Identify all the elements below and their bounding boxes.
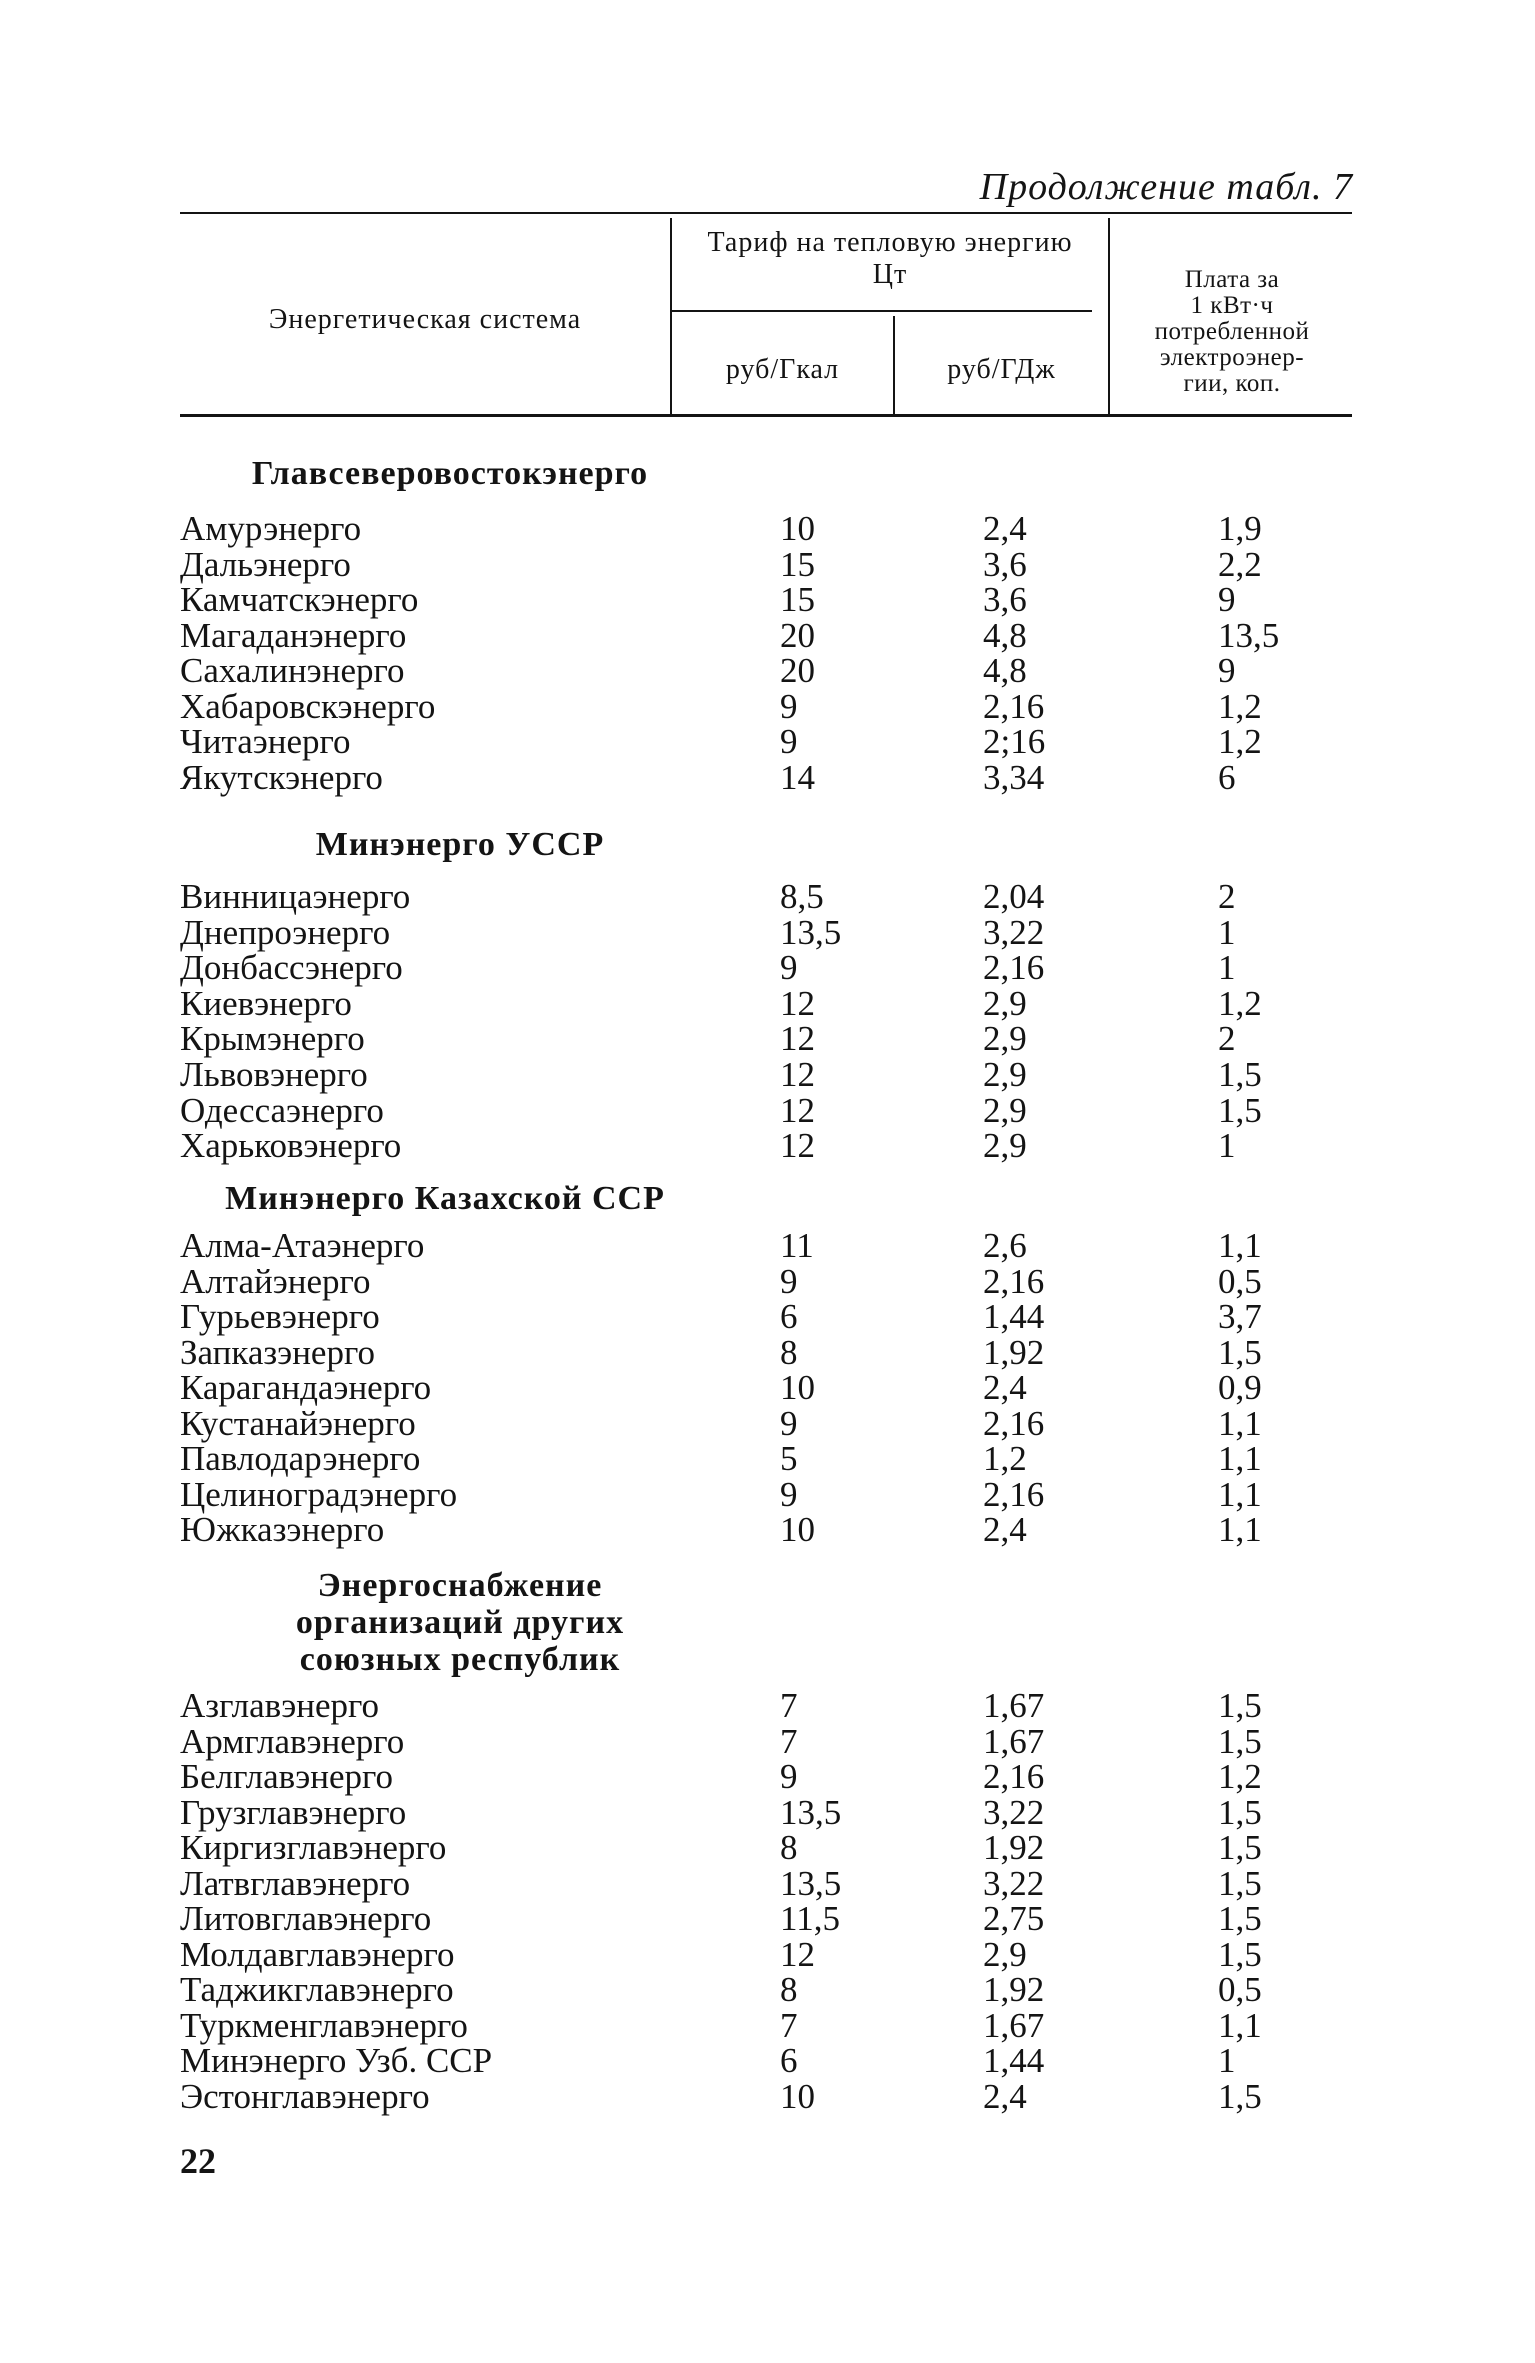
fee-kopecks: 1,2	[1218, 722, 1262, 761]
system-name: Латвглавэнерго	[180, 1864, 411, 1903]
system-name: Гурьевэнерго	[180, 1297, 380, 1336]
fee-kopecks: 1,1	[1218, 1510, 1262, 1549]
tariff-rub-gkal: 10	[780, 1510, 815, 1549]
page-number: 22	[180, 2141, 216, 2181]
tariff-rub-gj: 2,16	[983, 1404, 1045, 1443]
tariff-rub-gj: 3,6	[983, 545, 1027, 584]
tariff-rub-gkal: 10	[780, 1368, 815, 1407]
tariff-rub-gj: 1,44	[983, 2041, 1045, 2080]
table-row	[0, 1901, 1535, 1937]
system-name: Донбассэнерго	[180, 948, 403, 987]
tariff-rub-gkal: 7	[780, 1686, 798, 1725]
tariff-rub-gkal: 9	[780, 1475, 798, 1514]
fee-kopecks: 1,5	[1218, 1793, 1262, 1832]
tariff-rub-gj: 1,2	[983, 1439, 1027, 1478]
system-name: Алма-Атаэнерго	[180, 1226, 425, 1265]
table-row	[0, 1264, 1535, 1300]
system-name: Литовглавэнерго	[180, 1899, 432, 1938]
tariff-rub-gj: 3,6	[983, 580, 1027, 619]
table-row	[0, 1128, 1535, 1164]
table-row	[0, 1724, 1535, 1760]
table-row	[0, 1512, 1535, 1548]
fee-kopecks: 13,5	[1218, 616, 1280, 655]
tariff-rub-gj: 3,34	[983, 758, 1045, 797]
table-row	[0, 1759, 1535, 1795]
tariff-rub-gj: 1,67	[983, 1686, 1045, 1725]
fee-kopecks: 1,5	[1218, 1899, 1262, 1938]
tariff-rub-gkal: 12	[780, 1091, 815, 1130]
tariff-rub-gkal: 12	[780, 1055, 815, 1094]
tariff-rub-gkal: 15	[780, 545, 815, 584]
table-row	[0, 2079, 1535, 2115]
table-row	[0, 760, 1535, 796]
header-rub-gkal: руб/Гкал	[725, 354, 840, 385]
system-name: Белглавэнерго	[180, 1757, 393, 1796]
system-name: Таджикглавэнерго	[180, 1970, 454, 2009]
tariff-rub-gj: 2,4	[983, 1510, 1027, 1549]
table-row	[0, 1299, 1535, 1335]
system-name: Амурэнерго	[180, 509, 362, 548]
fee-kopecks: 3,7	[1218, 1297, 1262, 1336]
table-row	[0, 653, 1535, 689]
table-row	[0, 2008, 1535, 2044]
section-title: союзных республик	[299, 1641, 621, 1678]
tariff-rub-gj: 2,75	[983, 1899, 1045, 1938]
system-name: Карагандаэнерго	[180, 1368, 432, 1407]
system-name: Днепроэнерго	[180, 913, 391, 952]
tariff-rub-gkal: 9	[780, 1262, 798, 1301]
header-rub-gj: руб/ГДж	[947, 354, 1056, 385]
system-name: Магаданэнерго	[180, 616, 407, 655]
system-name: Минэнерго Узб. ССР	[180, 2041, 493, 2080]
system-name: Читаэнерго	[180, 722, 351, 761]
tariff-rub-gj: 1,92	[983, 1333, 1045, 1372]
system-name: Одессаэнерго	[180, 1091, 384, 1130]
header-energy-system: Энергетическая система	[268, 304, 582, 335]
tariff-rub-gkal: 11,5	[780, 1899, 840, 1938]
table-row	[0, 879, 1535, 915]
system-name: Армглавэнерго	[180, 1722, 405, 1761]
system-name: Дальэнерго	[180, 545, 351, 584]
tariff-rub-gj: 1,67	[983, 2006, 1045, 2045]
tariff-rub-gkal: 9	[780, 948, 798, 987]
tariff-rub-gkal: 9	[780, 687, 798, 726]
tariff-rub-gkal: 20	[780, 616, 815, 655]
table-row	[0, 547, 1535, 583]
tariff-rub-gkal: 6	[780, 2041, 798, 2080]
fee-kopecks: 1,5	[1218, 1055, 1262, 1094]
tariff-rub-gj: 2,9	[983, 1091, 1027, 1130]
table-row	[0, 950, 1535, 986]
table-row	[0, 1335, 1535, 1371]
system-name: Целиноградэнерго	[180, 1475, 458, 1514]
tariff-rub-gkal: 10	[780, 509, 815, 548]
fee-kopecks: 0,5	[1218, 1970, 1262, 2009]
tariff-rub-gkal: 9	[780, 1404, 798, 1443]
tariff-rub-gkal: 7	[780, 1722, 798, 1761]
fee-kopecks: 1,5	[1218, 1828, 1262, 1867]
system-name: Сахалинэнерго	[180, 651, 405, 690]
fee-kopecks: 1,1	[1218, 1475, 1262, 1514]
fee-kopecks: 1,5	[1218, 1091, 1262, 1130]
tariff-rub-gkal: 8,5	[780, 877, 824, 916]
tariff-rub-gj: 2,4	[983, 1368, 1027, 1407]
tariff-rub-gj: 1,92	[983, 1970, 1045, 2009]
table-row	[0, 1406, 1535, 1442]
system-name: Запказэнерго	[180, 1333, 375, 1372]
tariff-rub-gkal: 8	[780, 1333, 798, 1372]
header-bottom-rule	[180, 414, 1352, 417]
table-row	[0, 1057, 1535, 1093]
table-row	[0, 1795, 1535, 1831]
system-name: Туркменглавэнерго	[180, 2006, 468, 2045]
tariff-rub-gkal: 13,5	[780, 1864, 842, 1903]
table-caption: Продолжение табл. 7	[979, 166, 1353, 208]
fee-kopecks: 9	[1218, 651, 1236, 690]
fee-kopecks: 9	[1218, 580, 1236, 619]
tariff-rub-gj: 1,44	[983, 1297, 1045, 1336]
table-row	[0, 1972, 1535, 2008]
tariff-rub-gj: 2,6	[983, 1226, 1027, 1265]
fee-kopecks: 2,2	[1218, 545, 1262, 584]
fee-kopecks: 1,5	[1218, 1686, 1262, 1725]
header-fee-line: гии, коп.	[1183, 370, 1281, 397]
table-row	[0, 1830, 1535, 1866]
fee-kopecks: 1,2	[1218, 984, 1262, 1023]
system-name: Павлодарэнерго	[180, 1439, 421, 1478]
table-row	[0, 2043, 1535, 2079]
fee-kopecks: 1,5	[1218, 1722, 1262, 1761]
header-divider-3	[1108, 218, 1110, 414]
fee-kopecks: 1,5	[1218, 1935, 1262, 1974]
tariff-rub-gkal: 13,5	[780, 1793, 842, 1832]
section-title: Минэнерго Казахской ССР	[225, 1180, 665, 1217]
tariff-rub-gj: 4,8	[983, 651, 1027, 690]
section-title: Минэнерго УССР	[315, 826, 605, 863]
fee-kopecks: 2	[1218, 1019, 1236, 1058]
tariff-rub-gkal: 12	[780, 1935, 815, 1974]
tariff-rub-gkal: 12	[780, 1126, 815, 1165]
table-row	[0, 1093, 1535, 1129]
tariff-rub-gkal: 12	[780, 984, 815, 1023]
fee-kopecks: 1	[1218, 2041, 1236, 2080]
system-name: Грузглавэнерго	[180, 1793, 407, 1832]
tariff-rub-gkal: 12	[780, 1019, 815, 1058]
tariff-rub-gkal: 10	[780, 2077, 815, 2116]
system-name: Львовэнерго	[180, 1055, 368, 1094]
tariff-rub-gj: 2;16	[983, 722, 1046, 761]
fee-kopecks: 1,1	[1218, 1439, 1262, 1478]
table-row	[0, 618, 1535, 654]
tariff-rub-gkal: 11	[780, 1226, 814, 1265]
table-row	[0, 1937, 1535, 1973]
tariff-rub-gj: 2,4	[983, 2077, 1027, 2116]
fee-kopecks: 0,9	[1218, 1368, 1262, 1407]
system-name: Киевэнерго	[180, 984, 352, 1023]
section-title: Главсеверовостокэнерго	[251, 455, 649, 492]
tariff-rub-gkal: 5	[780, 1439, 798, 1478]
table-row	[0, 1688, 1535, 1724]
system-name: Азглавэнерго	[180, 1686, 379, 1725]
header-fee-line: электроэнер-	[1159, 344, 1305, 371]
table-row	[0, 1021, 1535, 1057]
fee-kopecks: 1,1	[1218, 1226, 1262, 1265]
tariff-rub-gj: 2,16	[983, 687, 1045, 726]
tariff-rub-gj: 4,8	[983, 616, 1027, 655]
tariff-rub-gkal: 13,5	[780, 913, 842, 952]
section-title: организаций других	[295, 1604, 625, 1641]
fee-kopecks: 1	[1218, 948, 1236, 987]
table-row	[0, 1228, 1535, 1264]
table-row	[0, 1370, 1535, 1406]
tariff-rub-gkal: 15	[780, 580, 815, 619]
table-row	[0, 986, 1535, 1022]
section-title: Энергоснабжение	[317, 1567, 603, 1604]
fee-kopecks: 1	[1218, 913, 1236, 952]
tariff-rub-gj: 2,16	[983, 1475, 1045, 1514]
tariff-rub-gj: 2,9	[983, 1019, 1027, 1058]
table-row	[0, 689, 1535, 725]
header-tariff: Тариф на тепловую энергию	[707, 227, 1073, 258]
system-name: Молдавглавэнерго	[180, 1935, 455, 1974]
tariff-rub-gj: 3,22	[983, 1864, 1045, 1903]
table-row	[0, 511, 1535, 547]
fee-kopecks: 1,2	[1218, 687, 1262, 726]
tariff-rub-gkal: 14	[780, 758, 815, 797]
tariff-rub-gj: 1,67	[983, 1722, 1045, 1761]
fee-kopecks: 1,1	[1218, 1404, 1262, 1443]
system-name: Хабаровскэнерго	[180, 687, 436, 726]
tariff-rub-gkal: 9	[780, 1757, 798, 1796]
table-row	[0, 1441, 1535, 1477]
system-name: Алтайэнерго	[180, 1262, 371, 1301]
tariff-rub-gj: 2,04	[983, 877, 1045, 916]
table-row	[0, 724, 1535, 760]
tariff-rub-gj: 2,9	[983, 1126, 1027, 1165]
tariff-rub-gj: 1,92	[983, 1828, 1045, 1867]
system-name: Якутскэнерго	[180, 758, 383, 797]
table-row	[0, 915, 1535, 951]
system-name: Киргизглавэнерго	[180, 1828, 447, 1867]
fee-kopecks: 1,1	[1218, 2006, 1262, 2045]
tariff-rub-gj: 2,9	[983, 984, 1027, 1023]
system-name: Кустанайэнерго	[180, 1404, 416, 1443]
tariff-rub-gj: 2,9	[983, 1055, 1027, 1094]
tariff-rub-gj: 2,4	[983, 509, 1027, 548]
tariff-rub-gj: 2,9	[983, 1935, 1027, 1974]
tariff-rub-gj: 3,22	[983, 913, 1045, 952]
system-name: Камчатскэнерго	[180, 580, 419, 619]
fee-kopecks: 1,5	[1218, 2077, 1262, 2116]
fee-kopecks: 1,5	[1218, 1864, 1262, 1903]
fee-kopecks: 1	[1218, 1126, 1236, 1165]
table-row	[0, 1866, 1535, 1902]
system-name: Южказэнерго	[180, 1510, 385, 1549]
tariff-rub-gkal: 7	[780, 2006, 798, 2045]
system-name: Эстонглавэнерго	[180, 2077, 430, 2116]
table-row	[0, 582, 1535, 618]
table-row	[0, 1477, 1535, 1513]
tariff-rub-gj: 2,16	[983, 1262, 1045, 1301]
tariff-rub-gj: 2,16	[983, 1757, 1045, 1796]
fee-kopecks: 2	[1218, 877, 1236, 916]
tariff-rub-gkal: 8	[780, 1970, 798, 2009]
tariff-rub-gj: 2,16	[983, 948, 1045, 987]
tariff-rub-gkal: 6	[780, 1297, 798, 1336]
fee-kopecks: 1,9	[1218, 509, 1262, 548]
fee-kopecks: 0,5	[1218, 1262, 1262, 1301]
system-name: Крымэнерго	[180, 1019, 365, 1058]
tariff-rub-gj: 3,22	[983, 1793, 1045, 1832]
fee-kopecks: 6	[1218, 758, 1236, 797]
header-fee-line: Плата за	[1184, 266, 1280, 293]
fee-kopecks: 1,2	[1218, 1757, 1262, 1796]
system-name: Харьковэнерго	[180, 1126, 402, 1165]
system-name: Винницаэнерго	[180, 877, 411, 916]
tariff-rub-gkal: 9	[780, 722, 798, 761]
header-tariff-symbol: Цт	[872, 259, 908, 290]
header-top-rule	[180, 212, 1352, 214]
tariff-rub-gkal: 20	[780, 651, 815, 690]
header-fee-line: 1 кВт·ч	[1190, 292, 1274, 319]
tariff-rub-gkal: 8	[780, 1828, 798, 1867]
header-fee-line: потребленной	[1154, 318, 1310, 345]
header-sub-rule	[672, 310, 1092, 312]
fee-kopecks: 1,5	[1218, 1333, 1262, 1372]
